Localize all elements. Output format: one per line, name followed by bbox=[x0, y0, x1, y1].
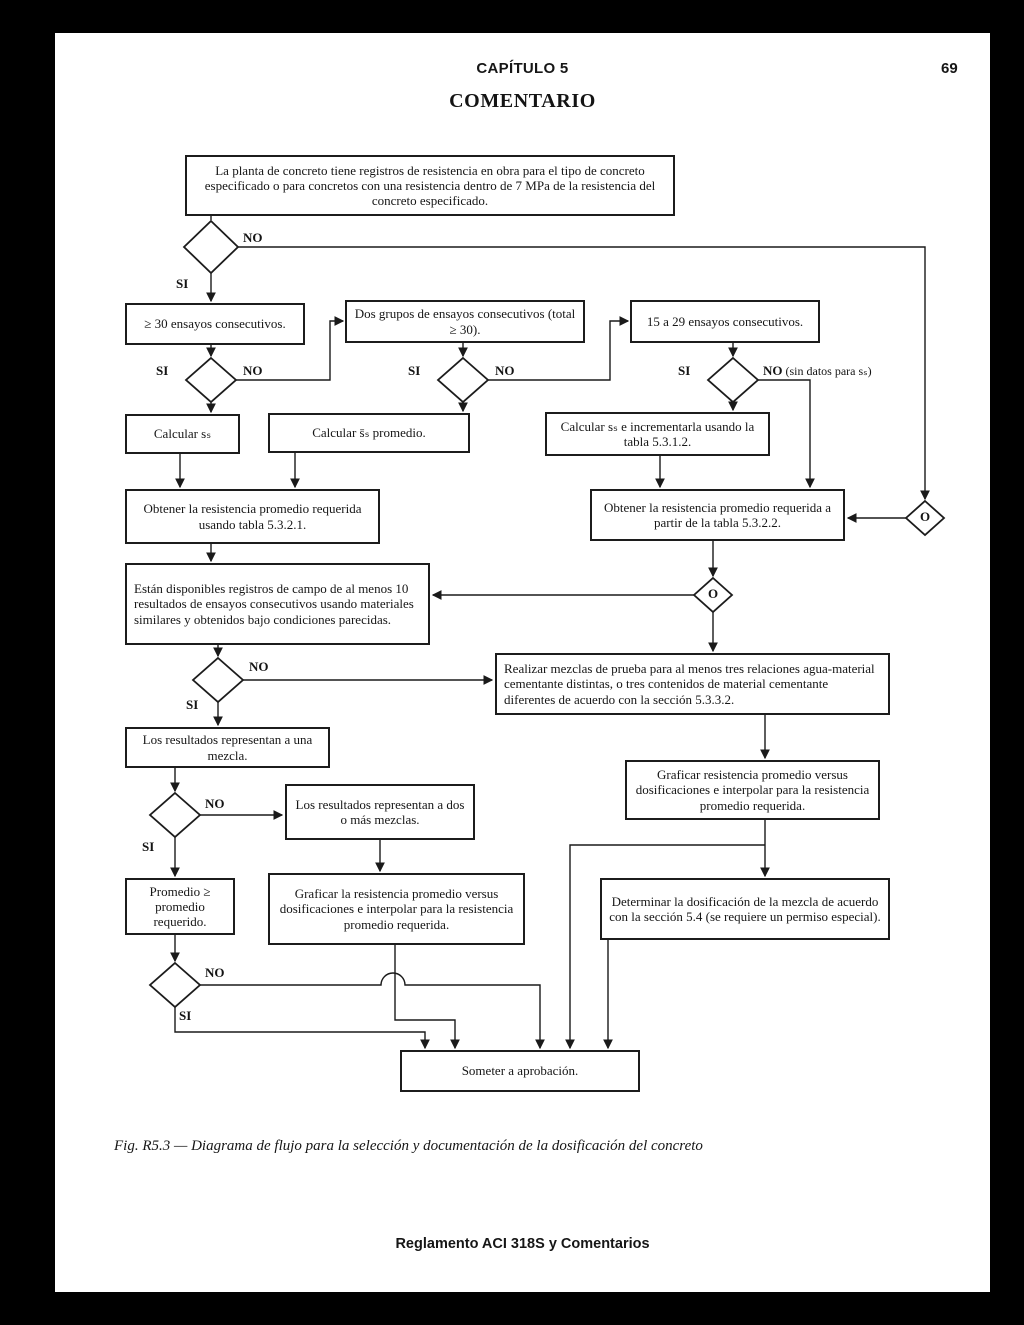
label-no-d2: NO bbox=[243, 363, 263, 378]
two-or-more-mixtures-box: Los resultados representan a dos o más mezclas. bbox=[285, 784, 475, 840]
submit-approval-box: Someter a aprobación. bbox=[400, 1050, 640, 1092]
plot-strength-right-box: Graficar resistencia promedio versus dosificaciones e interpolar para la resistencia promedio requerida. bbox=[625, 760, 880, 820]
one-mixture-box: Los resultados representan a una mezcla. bbox=[125, 727, 330, 768]
label-no-d3: NO bbox=[495, 363, 515, 378]
decision-two-groups-diamond bbox=[438, 358, 488, 402]
arrow-d7-si bbox=[175, 1007, 425, 1048]
required-strength-5322-box: Obtener la resistencia promedio requerida a partir de la tabla 5.3.2.2. bbox=[590, 489, 845, 541]
label-no-d4-main: NO bbox=[763, 363, 783, 378]
label-or-mid: O bbox=[707, 586, 719, 601]
tests-30-box: ≥ 30 ensayos consecutivos. bbox=[125, 303, 305, 345]
label-no-d5: NO bbox=[249, 659, 269, 674]
page-footer: Reglamento ACI 318S y Comentarios bbox=[395, 1236, 650, 1252]
calc-s-box: Calcular sₛ bbox=[125, 414, 240, 454]
page-number: 69 bbox=[941, 60, 958, 77]
label-si-d7: SI bbox=[179, 1008, 192, 1023]
calc-avg-s-box: Calcular s̄ₛ promedio. bbox=[268, 413, 470, 453]
label-si-d6: SI bbox=[142, 839, 155, 854]
chapter-header: CAPÍTULO 5 bbox=[476, 60, 569, 77]
arrow-d7-no bbox=[200, 973, 540, 1048]
label-no-d1: NO bbox=[243, 230, 263, 245]
label-no-d6: NO bbox=[205, 796, 225, 811]
plot-strength-left-box: Graficar la resistencia promedio versus dosificaciones e interpolar para la resistencia promedio requerida. bbox=[268, 873, 525, 945]
label-si-d3: SI bbox=[408, 363, 421, 378]
label-or-right: O bbox=[919, 509, 931, 524]
trial-mixtures-box: Realizar mezclas de prueba para al menos tres relaciones agua-material cementante distintas, o tres contenidos de material cementante diferentes de acuerdo con la sección 5.3.3.2. bbox=[495, 653, 890, 715]
tests-15-29-box: 15 a 29 ensayos consecutivos. bbox=[630, 300, 820, 343]
start-condition-box: La planta de concreto tiene registros de resistencia en obra para el tipo de concreto especificado o para concretos con una resistencia dentro de 7 MPa de la resistencia del concreto especificado. bbox=[185, 155, 675, 216]
label-si-d1: SI bbox=[176, 276, 189, 291]
decision-one-mixture-diamond bbox=[150, 793, 200, 837]
label-no-d7: NO bbox=[205, 965, 225, 980]
average-check-box: Promedio ≥ promedio requerido. bbox=[125, 878, 235, 935]
required-strength-5321-box: Obtener la resistencia promedio requerida usando tabla 5.3.2.1. bbox=[125, 489, 380, 544]
decision-15-29-tests-diamond bbox=[708, 358, 758, 402]
label-no-d4-suffix: (sin datos para sₛ) bbox=[785, 364, 872, 378]
label-si-d5: SI bbox=[186, 697, 199, 712]
field-records-box: Están disponibles registros de campo de al menos 10 resultados de ensayos consecutivos usando materiales similares y obtenidos bajo condiciones parecidas. bbox=[125, 563, 430, 645]
special-permission-box: Determinar la dosificación de la mezcla de acuerdo con la sección 5.4 (se requiere un permiso especial). bbox=[600, 878, 890, 940]
calc-s-increase-box: Calcular sₛ e incrementarla usando la tabla 5.3.1.2. bbox=[545, 412, 770, 456]
decision-10-results-diamond bbox=[193, 658, 243, 702]
decision-30-tests-diamond bbox=[186, 358, 236, 402]
label-si-d2: SI bbox=[156, 363, 169, 378]
two-groups-box: Dos grupos de ensayos consecutivos (total ≥ 30). bbox=[345, 300, 585, 343]
section-title: COMENTARIO bbox=[449, 90, 596, 112]
decision-field-records-diamond bbox=[184, 221, 238, 273]
label-no-d4 bbox=[763, 363, 872, 379]
figure-caption: Fig. R5.3 — Diagrama de flujo para la selección y documentación de la dosificación del concreto bbox=[114, 1138, 703, 1154]
label-si-d4: SI bbox=[678, 363, 691, 378]
arrow-b14-branch-to-b18 bbox=[570, 845, 765, 1048]
decision-average-diamond bbox=[150, 963, 200, 1007]
